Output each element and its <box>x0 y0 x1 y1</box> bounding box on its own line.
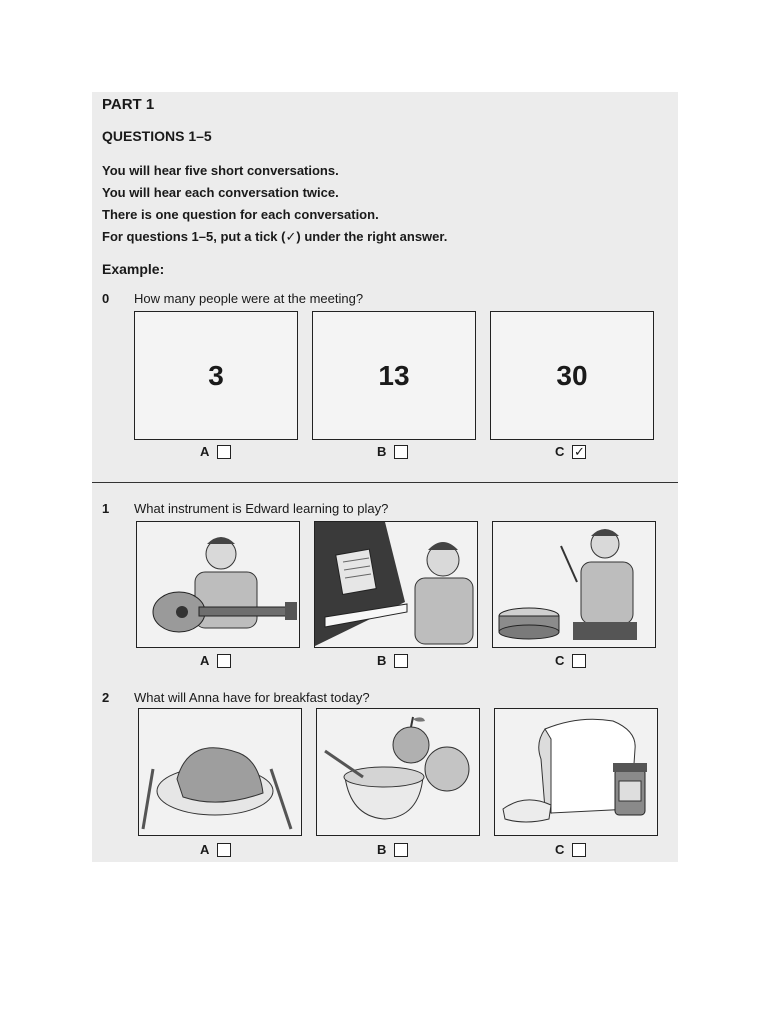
instruction-line: You will hear each conversation twice. <box>102 185 339 200</box>
tick-box[interactable] <box>217 445 231 459</box>
question-number: 1 <box>102 501 110 516</box>
example-label: Example: <box>102 261 165 277</box>
option-a <box>200 653 231 668</box>
number-value: 3 <box>208 359 224 391</box>
tick-box[interactable] <box>572 843 586 857</box>
tick-box[interactable] <box>217 654 231 668</box>
option-letter: C <box>555 842 565 857</box>
option-letter: A <box>200 444 210 459</box>
option-letter: B <box>377 653 387 668</box>
question-text: How many people were at the meeting? <box>134 291 364 306</box>
option-letter: C <box>555 444 565 459</box>
instruction-line: For questions 1–5, put a tick (✓) under the right answer. <box>102 229 448 244</box>
option-letter: A <box>200 842 210 857</box>
option-a <box>200 842 231 857</box>
omelette-picture <box>138 708 302 836</box>
drum-picture <box>492 521 656 648</box>
question-text: What will Anna have for breakfast today? <box>134 690 370 705</box>
option-c <box>555 444 586 459</box>
option-c <box>555 842 586 857</box>
option-letter: C <box>555 653 565 668</box>
option-letter: B <box>377 842 387 857</box>
instruction-line: There is one question for each conversation. <box>102 207 379 222</box>
bread-jam-picture <box>494 708 658 836</box>
option-c <box>555 653 586 668</box>
part-heading: PART 1 <box>102 96 155 113</box>
tick-box[interactable] <box>394 654 408 668</box>
questions-heading: QUESTIONS 1–5 <box>102 128 212 144</box>
guitar-picture <box>136 521 300 648</box>
tick-box[interactable]: ✓ <box>573 444 585 459</box>
exam-page <box>92 92 678 862</box>
answer-box-c <box>490 311 654 440</box>
cereal-fruit-picture <box>316 708 480 836</box>
option-letter: A <box>200 653 210 668</box>
piano-picture <box>314 521 478 648</box>
number-value: 13 <box>378 359 410 391</box>
tick-box[interactable] <box>394 445 408 459</box>
option-letter: B <box>377 444 387 459</box>
option-a <box>200 444 231 459</box>
tick-box[interactable] <box>217 843 231 857</box>
answer-box-a <box>134 311 298 440</box>
question-number: 2 <box>102 690 110 705</box>
tick-box[interactable] <box>572 654 586 668</box>
number-value: 30 <box>556 359 588 391</box>
instruction-line: You will hear five short conversations. <box>102 163 339 178</box>
divider <box>92 482 678 483</box>
question-text: What instrument is Edward learning to play? <box>134 501 389 516</box>
answer-box-b <box>312 311 476 440</box>
tick-box[interactable] <box>394 843 408 857</box>
option-b <box>377 444 408 459</box>
question-number: 0 <box>102 291 110 306</box>
option-b <box>377 653 408 668</box>
option-b <box>377 842 408 857</box>
